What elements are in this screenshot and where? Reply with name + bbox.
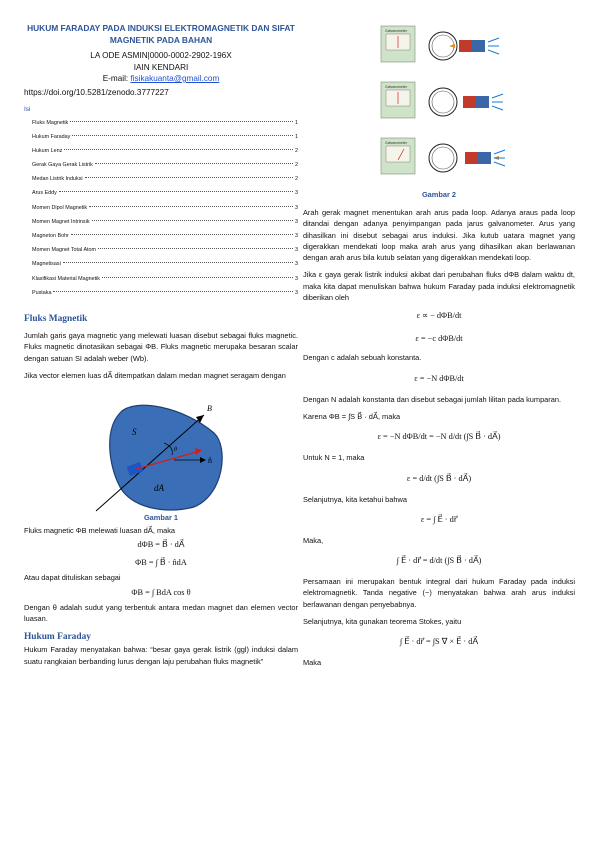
doi-link[interactable]: https://doi.org/10.5281/zenodo.3777227 — [24, 87, 169, 97]
toc-item-label: Hukum Faraday — [32, 133, 71, 140]
paragraph: Hukum Faraday menyatakan bahwa: “besar gaya gerak listrik (ggl) induksi dalam suatu rangkaian berbanding lurus dengan laju perubahan fluks magnetik” — [24, 645, 298, 666]
surface-shape — [110, 405, 222, 510]
galvanometer-illustration — [303, 22, 575, 190]
table-of-contents — [24, 116, 298, 300]
toc-item-page: 3 — [295, 218, 298, 225]
paragraph: Dengan θ adalah sudut yang terbentuk antara medan magnet dan elemen vector luasan. — [24, 602, 298, 624]
paragraph: Fluks magnetic ΦB melewati luasan dA⃗, maka — [24, 526, 176, 536]
toc-item[interactable] — [24, 257, 298, 271]
toc-item-page: 3 — [295, 275, 298, 282]
institution: IAIN KENDARI — [133, 62, 189, 72]
galvanometer-label: Galvanometer — [385, 85, 407, 89]
toc-item-page: 2 — [295, 176, 298, 183]
paragraph: Atau dapat dituliskan sebagai — [24, 573, 121, 583]
toc-item-label: Fluks Magnetik — [32, 119, 69, 126]
email-label: E-mail: — [102, 74, 129, 83]
paper-title: HUKUM FARADAY PADA INDUKSI ELEKTROMAGNETIK DAN SIFAT MAGNETIK PADA BAHAN — [27, 23, 295, 45]
equation: ε = d/dt (∫S B⃗ · dA⃗) — [406, 473, 472, 483]
toc-leader-dots — [92, 220, 293, 221]
toc-leader-dots — [71, 234, 293, 235]
left-column — [24, 22, 298, 667]
toc-item-label: Klasifikasi Material Magnetik — [32, 275, 101, 282]
paragraph: Untuk N = 1, maka — [303, 453, 365, 463]
toc-leader-dots — [63, 262, 293, 263]
toc-item-label: Medan Listrik Induksi — [32, 176, 83, 183]
label-n: n̂ — [208, 456, 212, 466]
paragraph: Maka, — [303, 535, 324, 545]
paragraph: Jika ε gaya gerak listrik induksi akibat dari perubahan fluks dΦB dalam waktu dt, maka kita dapat menuliskan bahwa hukum Faraday pada induksi elektromagnetik diberikan oleh — [303, 270, 575, 303]
equation: ε = −N dΦB/dt — [414, 373, 464, 383]
paragraph: Dengan N adalah konstanta dan disebut sebagai jumlah lilitan pada kumparan. — [303, 394, 562, 404]
author-name: LA ODE ASMIN|0000-0002-2902-196X — [90, 51, 232, 60]
toc-item-label: Momen Magnet Total Atom — [32, 247, 97, 254]
toc-item-label: Gerak Gaya Gerak Listrik — [32, 162, 93, 169]
right-column — [303, 22, 575, 669]
toc-item-page: 3 — [295, 247, 298, 254]
paragraph: Jumlah garis gaya magnetic yang melewati luasan disebut sebagai fluks magnetic. Fluks magnetic dinotasikan sebagai ΦB. Fluks magnetic merupaka besaran scalar dengan satuan SI adalah weber (Wb). — [24, 330, 298, 363]
toc-item-page: 3 — [295, 261, 298, 268]
toc-item-page: 1 — [295, 119, 298, 126]
figure-1 — [24, 385, 298, 513]
toc-leader-dots — [95, 163, 293, 164]
label-dA: dA⃗ — [154, 483, 171, 494]
figure-2 — [303, 22, 575, 190]
toc-item[interactable] — [24, 130, 298, 144]
toc-leader-dots — [72, 135, 293, 136]
toc-item-page: 2 — [295, 147, 298, 154]
toc-item[interactable] — [24, 144, 298, 158]
toc-item-page: 2 — [295, 162, 298, 169]
toc-leader-dots — [59, 191, 293, 192]
toc-item[interactable] — [24, 201, 298, 215]
toc-item[interactable] — [24, 272, 298, 286]
section-heading-fluks: Fluks Magnetik — [24, 313, 88, 324]
toc-item[interactable] — [24, 243, 298, 257]
toc-item[interactable] — [24, 186, 298, 200]
equation: ΦB = ∫ BdA cos θ — [131, 587, 191, 597]
paragraph: Dengan c adalah sebuah konstanta. — [303, 353, 422, 363]
paragraph: Persamaan ini merupakan bentuk integral dari hukum Faraday pada induksi elektromagnetik. Tanda negative (−) menyatakan bahwa arah arus induksi berlawanan dengan penyebabnya. — [303, 577, 575, 609]
toc-item-page: 3 — [295, 233, 298, 239]
figure-2-caption: Gambar 2 — [421, 190, 457, 199]
equation: ε = −N dΦB/dt = −N d/dt (∫S B⃗ · dA⃗) — [377, 432, 501, 442]
paragraph: Selanjutnya, kita ketahui bahwa — [303, 494, 407, 504]
equation: ∫ E⃗ · dr⃗ = d/dt (∫S B⃗ · dA⃗) — [396, 556, 482, 566]
equation: ε = −c dΦB/dt — [415, 334, 463, 344]
equation: ∫ E⃗ · dr⃗ = ∫S ∇ × E⃗ · dA⃗ — [399, 637, 479, 647]
galvanometer-label: Galvanometer — [385, 29, 407, 33]
toc-heading: Isi — [24, 105, 31, 113]
paragraph: Selanjutnya, kita gunakan teorema Stokes, yaitu — [303, 617, 462, 627]
toc-item-label: Momen Magnet Intrinsik — [32, 218, 90, 225]
paragraph: Karena ΦB = ∫S B⃗ · dA⃗, maka — [303, 411, 401, 421]
toc-item-page: 3 — [295, 289, 298, 296]
toc-leader-dots — [102, 277, 293, 278]
toc-item[interactable] — [24, 116, 298, 130]
galvanometer-label: Galvanometer — [385, 141, 407, 145]
toc-item-page: 3 — [295, 190, 298, 197]
email-link[interactable]: fisikakuanta@gmail.com — [130, 74, 220, 83]
toc-item-label: Arus Eddy — [32, 190, 57, 197]
figure-1-caption: Gambar 1 — [143, 513, 179, 523]
toc-item-label: Magneton Bohr — [32, 233, 69, 239]
toc-item-label: Pustaka — [32, 289, 52, 296]
label-B: B⃗ — [207, 404, 219, 414]
toc-leader-dots — [89, 206, 293, 207]
toc-item-page: 1 — [295, 133, 298, 140]
paragraph: Arah gerak magnet menentukan arah arus pada loop. Adanya araus pada loop ditandai dengan adanya penyimpangan pada jarus galvanometer. Arus yang dihasilkan ini disebut sebagai arus induksi. Jika kutub uatara magnet yang digerakkan mendekati loop maka arah arus yang dihasilkan akan berlawanan dengan arah arus bila kutub selatan yang digerakkan mendekati loop. — [303, 208, 575, 263]
toc-item[interactable] — [24, 158, 298, 172]
toc-item[interactable] — [24, 215, 298, 229]
toc-leader-dots — [64, 149, 293, 150]
email-line — [24, 73, 298, 85]
toc-leader-dots — [85, 177, 293, 178]
toc-item[interactable] — [24, 172, 298, 186]
equation: ε = ∫ E⃗ · dr⃗ — [420, 514, 458, 524]
paragraph: Jika vector elemen luas dA⃗ ditempatkan dalam medan magnet seragam dengan — [24, 370, 286, 380]
author-block — [24, 50, 298, 85]
toc-item-label: Magnetisasi — [32, 261, 61, 268]
toc-leader-dots — [98, 248, 293, 249]
label-theta: θ — [174, 447, 177, 454]
paragraph: Maka — [303, 658, 322, 668]
label-S: S — [132, 427, 137, 438]
flux-diagram — [24, 385, 298, 513]
toc-leader-dots — [70, 121, 293, 122]
toc-item[interactable] — [24, 286, 298, 300]
equation: ε ∝ − dΦB/dt — [416, 311, 462, 321]
toc-item-label: Hukum Lenz — [32, 147, 63, 154]
equation: dΦB = B⃗ · dA⃗ — [137, 540, 185, 550]
section-heading-faraday: Hukum Faraday — [24, 632, 91, 643]
toc-item[interactable] — [24, 229, 298, 243]
equation: ΦB = ∫ B⃗ · n̂dA — [135, 558, 187, 568]
toc-item-page: 3 — [295, 204, 298, 211]
toc-item-label: Momen Dipol Magnetik — [32, 204, 88, 211]
toc-leader-dots — [53, 291, 293, 292]
